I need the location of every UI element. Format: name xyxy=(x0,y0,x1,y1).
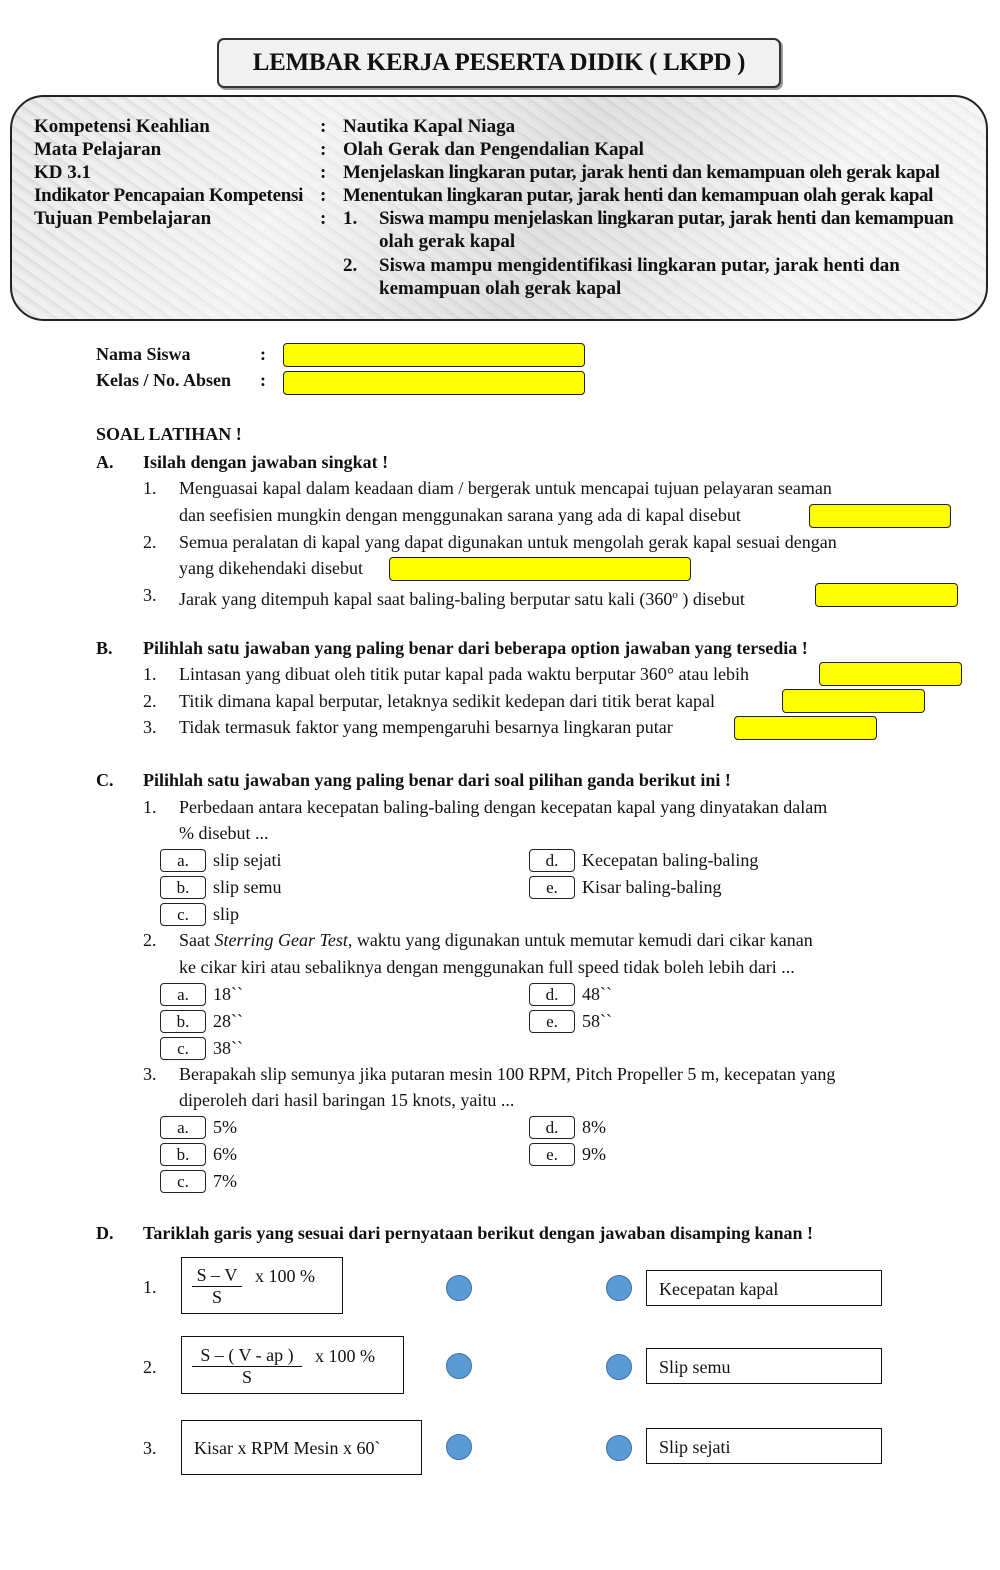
info-label-tujuan: Tujuan Pembelajaran xyxy=(34,208,212,229)
c-q2-option-e-text: 58`` xyxy=(582,1011,612,1031)
a-q3-number: 3. xyxy=(143,585,157,605)
d-item-3-left-connector-dot[interactable] xyxy=(446,1434,472,1460)
c-q3-number: 3. xyxy=(143,1064,157,1084)
a-q2-answer-input[interactable] xyxy=(389,557,691,581)
c-q1-option-a-text: slip sejati xyxy=(213,850,282,870)
d-answer-2-box: Slip semu xyxy=(646,1348,882,1384)
d-item-1-fraction xyxy=(192,1265,242,1308)
c-q3-option-d-checkbox[interactable]: d. xyxy=(529,1116,575,1139)
d-item-1-denominator: S xyxy=(211,1287,222,1307)
a-q2-line2: yang dikehendaki disebut xyxy=(179,558,363,578)
info-value-kompetensi: Nautika Kapal Niaga xyxy=(343,116,516,137)
c-q3-line1: Berapakah slip semunya jika putaran mesin 100 RPM, Pitch Propeller 5 m, kecepatan yang xyxy=(179,1064,836,1084)
section-d-letter: D. xyxy=(96,1223,114,1243)
c-q3-option-e-text: 9% xyxy=(582,1144,606,1164)
a-q3-text xyxy=(179,584,745,610)
d-answer-1-connector-dot[interactable] xyxy=(606,1275,632,1301)
c-q3-option-c-text: 7% xyxy=(213,1171,237,1191)
d-answer-1-box: Kecepatan kapal xyxy=(646,1270,882,1306)
c-q3-line2: diperoleh dari hasil baringan 15 knots, yaitu ... xyxy=(179,1090,515,1110)
d-answer-3-connector-dot[interactable] xyxy=(606,1435,632,1461)
d-item-2-number: 2. xyxy=(143,1357,157,1377)
section-b-letter: B. xyxy=(96,638,113,658)
c-q2-option-c-text: 38`` xyxy=(213,1038,243,1058)
section-a-heading: Isilah dengan jawaban singkat ! xyxy=(143,452,389,472)
c-q3-option-a-checkbox[interactable]: a. xyxy=(160,1116,206,1139)
student-class-input[interactable] xyxy=(283,371,585,395)
info-value-mapel: Olah Gerak dan Pengendalian Kapal xyxy=(343,139,644,160)
d-item-2-suffix: x 100 % xyxy=(315,1346,375,1366)
c-q2-line1 xyxy=(179,929,813,951)
a-q3-text-post: ) disebut xyxy=(677,589,745,609)
goal-2-number: 2. xyxy=(343,255,358,276)
info-colon: : xyxy=(320,139,327,160)
b-q2-answer-dropdown[interactable] xyxy=(782,689,925,713)
student-name-label: Nama Siswa xyxy=(96,344,191,364)
c-q2-option-d-text: 48`` xyxy=(582,984,612,1004)
student-name-colon: : xyxy=(260,344,266,364)
c-q1-option-c-text: slip xyxy=(213,904,240,924)
d-item-1-number: 1. xyxy=(143,1277,157,1297)
c-q2-option-c-checkbox[interactable]: c. xyxy=(160,1037,206,1060)
a-q3-degree: o xyxy=(672,589,678,601)
c-q1-line1: Perbedaan antara kecepatan baling-baling dengan kecepatan kapal yang dinyatakan dalam xyxy=(179,797,828,817)
exercise-title: SOAL LATIHAN ! xyxy=(96,424,242,444)
d-item-2-denominator: S xyxy=(241,1367,252,1387)
c-q2-option-a-checkbox[interactable]: a. xyxy=(160,983,206,1006)
c-q2-line1-pre: Saat xyxy=(179,930,215,950)
info-label-indikator: Indikator Pencapaian Kompetensi xyxy=(34,185,304,206)
c-q3-option-e-checkbox[interactable]: e. xyxy=(529,1143,575,1166)
a-q3-text-pre: Jarak yang ditempuh kapal saat baling-baling berputar satu kali (360 xyxy=(179,589,673,609)
c-q1-option-d-checkbox[interactable]: d. xyxy=(529,849,575,872)
section-c-heading: Pilihlah satu jawaban yang paling benar dari soal pilihan ganda berikut ini ! xyxy=(143,770,731,790)
c-q2-number: 2. xyxy=(143,930,157,950)
goal-1-line1: Siswa mampu menjelaskan lingkaran putar, jarak henti dan kemampuan xyxy=(379,208,954,229)
d-item-2-fraction xyxy=(192,1345,302,1388)
goal-2-line2: kemampuan olah gerak kapal xyxy=(379,278,622,299)
d-item-3-number: 3. xyxy=(143,1438,157,1458)
c-q2-option-b-checkbox[interactable]: b. xyxy=(160,1010,206,1033)
d-answer-3-box: Slip sejati xyxy=(646,1428,882,1464)
c-q2-line2: ke cikar kiri atau sebaliknya dengan menggunakan full speed tidak boleh lebih dari ... xyxy=(179,957,795,977)
info-label-kompetensi: Kompetensi Keahlian xyxy=(34,116,210,137)
d-item-1-suffix: x 100 % xyxy=(255,1266,315,1286)
goal-2-line1: Siswa mampu mengidentifikasi lingkaran putar, jarak henti dan xyxy=(379,255,900,276)
c-q2-option-a-text: 18`` xyxy=(213,984,243,1004)
a-q1-number: 1. xyxy=(143,478,157,498)
info-value-indikator: Menentukan lingkaran putar, jarak henti dan kemampuan olah gerak kapal xyxy=(343,185,933,206)
student-name-input[interactable] xyxy=(283,343,585,367)
c-q2-option-d-checkbox[interactable]: d. xyxy=(529,983,575,1006)
info-colon: : xyxy=(320,162,327,183)
d-item-1-left-connector-dot[interactable] xyxy=(446,1275,472,1301)
c-q1-option-e-checkbox[interactable]: e. xyxy=(529,876,575,899)
c-q2-line1-em: Sterring Gear Test xyxy=(214,930,348,950)
section-b-heading: Pilihlah satu jawaban yang paling benar dari beberapa option jawaban yang tersedia ! xyxy=(143,638,808,658)
b-q3-answer-dropdown[interactable] xyxy=(734,716,877,740)
b-q2-text: Titik dimana kapal berputar, letaknya sedikit kedepan dari titik berat kapal xyxy=(179,691,715,711)
worksheet-title: LEMBAR KERJA PESERTA DIDIK ( LKPD ) xyxy=(217,38,781,88)
c-q1-option-c-checkbox[interactable]: c. xyxy=(160,903,206,926)
goal-1-number: 1. xyxy=(343,208,358,229)
info-label-kd: KD 3.1 xyxy=(34,162,91,183)
c-q3-option-b-text: 6% xyxy=(213,1144,237,1164)
c-q1-option-d-text: Kecepatan baling-baling xyxy=(582,850,759,870)
c-q2-option-e-checkbox[interactable]: e. xyxy=(529,1010,575,1033)
c-q3-option-b-checkbox[interactable]: b. xyxy=(160,1143,206,1166)
d-answer-2-connector-dot[interactable] xyxy=(606,1354,632,1380)
c-q1-number: 1. xyxy=(143,797,157,817)
a-q1-line1: Menguasai kapal dalam keadaan diam / bergerak untuk mencapai tujuan pelayaran seaman xyxy=(179,478,832,498)
info-label-mapel: Mata Pelajaran xyxy=(34,139,162,160)
b-q1-number: 1. xyxy=(143,664,157,684)
c-q1-line2: % disebut ... xyxy=(179,823,269,843)
section-c-letter: C. xyxy=(96,770,114,790)
c-q3-option-a-text: 5% xyxy=(213,1117,237,1137)
goal-1-line2: olah gerak kapal xyxy=(379,231,516,252)
c-q2-line1-post: , waktu yang digunakan untuk memutar kemudi dari cikar kanan xyxy=(347,930,813,950)
b-q1-text: Lintasan yang dibuat oleh titik putar kapal pada waktu berputar 360° atau lebih xyxy=(179,664,750,684)
c-q1-option-b-text: slip semu xyxy=(213,877,282,897)
d-item-3-formula-box: Kisar x RPM Mesin x 60` xyxy=(181,1420,422,1475)
section-a-letter: A. xyxy=(96,452,114,472)
c-q3-option-d-text: 8% xyxy=(582,1117,606,1137)
info-colon: : xyxy=(320,116,327,137)
c-q1-option-a-checkbox[interactable]: a. xyxy=(160,849,206,872)
b-q2-number: 2. xyxy=(143,691,157,711)
section-d-heading: Tariklah garis yang sesuai dari pernyataan berikut dengan jawaban disamping kanan ! xyxy=(143,1223,813,1243)
c-q1-option-e-text: Kisar baling-baling xyxy=(582,877,722,897)
a-q2-line1: Semua peralatan di kapal yang dapat digunakan untuk mengolah gerak kapal sesuai dengan xyxy=(179,532,837,552)
a-q3-answer-input[interactable] xyxy=(815,583,958,607)
c-q1-option-b-checkbox[interactable]: b. xyxy=(160,876,206,899)
info-colon: : xyxy=(320,208,327,229)
student-class-label: Kelas / No. Absen xyxy=(96,370,232,390)
d-item-2-numerator: S – ( V - ap ) xyxy=(192,1345,302,1367)
a-q1-answer-input[interactable] xyxy=(809,504,951,528)
student-class-colon: : xyxy=(260,370,266,390)
info-value-kd: Menjelaskan lingkaran putar, jarak henti dan kemampuan oleh gerak kapal xyxy=(343,162,940,183)
d-item-2-left-connector-dot[interactable] xyxy=(446,1353,472,1379)
d-item-1-numerator: S – V xyxy=(192,1265,242,1287)
a-q1-line2: dan seefisien mungkin dengan menggunakan sarana yang ada di kapal disebut xyxy=(179,505,741,525)
b-q3-number: 3. xyxy=(143,717,157,737)
c-q3-option-c-checkbox[interactable]: c. xyxy=(160,1170,206,1193)
a-q2-number: 2. xyxy=(143,532,157,552)
b-q1-answer-dropdown[interactable] xyxy=(819,662,962,686)
info-colon: : xyxy=(320,185,327,206)
b-q3-text: Tidak termasuk faktor yang mempengaruhi besarnya lingkaran putar xyxy=(179,717,673,737)
c-q2-option-b-text: 28`` xyxy=(213,1011,243,1031)
